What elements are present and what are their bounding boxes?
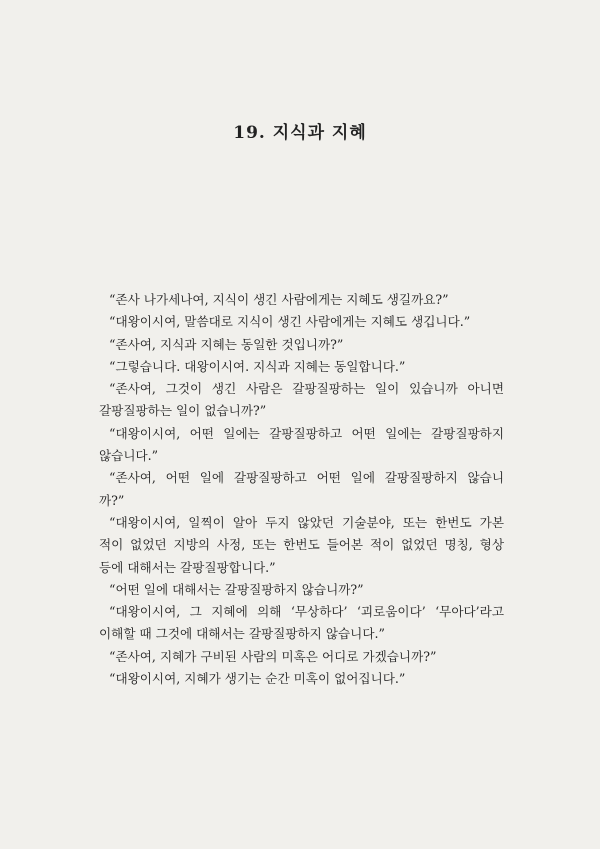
text-line: 않습니다.” (99, 448, 159, 464)
text-line: “존사여, 지식과 지혜는 동일한 것입니까?” (109, 336, 344, 352)
text-line: 갈팡질팡하는 일이 없습니까?” (99, 403, 267, 419)
text-line: 이해할 때 그것에 대해서는 갈팡질팡하지 않습니다.” (99, 626, 385, 642)
text-line: “대왕이시여, 말씀대로 지식이 생긴 사람에게는 지혜도 생깁니다.” (109, 314, 471, 330)
text-line: 등에 대해서는 갈팡질팡합니다.” (99, 559, 276, 575)
text-line: “대왕이시여, 어떤 일에는 갈팡질팡하고 어떤 일에는 갈팡질팡하지 (109, 425, 504, 441)
dialogue-body (99, 289, 504, 690)
text-line: “그렇습니다. 대왕이시여. 지식과 지혜는 동일합니다.” (109, 358, 406, 374)
text-line: 적이 없었던 지방의 사정, 또는 한번도 들어본 적이 없었던 명칭, 형상 (99, 537, 504, 553)
text-line: “어떤 일에 대해서는 갈팡질팡하지 않습니까?” (109, 581, 364, 597)
text-line: “존사여, 어떤 일에 갈팡질팡하고 어떤 일에 갈팡질팡하지 않습니 (109, 470, 504, 486)
text-line: “대왕이시여, 지혜가 생기는 순간 미혹이 없어집니다.” (109, 671, 406, 687)
text-line: “존사여, 지혜가 구비된 사람의 미혹은 어디로 가겠습니까?” (109, 648, 437, 664)
text-line: “존사여, 그것이 생긴 사람은 갈팡질팡하는 일이 있습니까 아니면 (109, 381, 504, 397)
chapter-title: 19. 지식과 지혜 (233, 123, 367, 143)
text-line: 까?” (99, 492, 125, 508)
text-line: “존사 나가세나여, 지식이 생긴 사람에게는 지혜도 생길까요?” (109, 292, 449, 307)
text-line: “대왕이시여, 그 지혜에 의해 ‘무상하다’ ‘괴로움이다’ ‘무아다’라고 (109, 604, 504, 620)
text-line: “대왕이시여, 일찍이 알아 두지 않았던 기술분야, 또는 한번도 가본 (109, 514, 504, 530)
